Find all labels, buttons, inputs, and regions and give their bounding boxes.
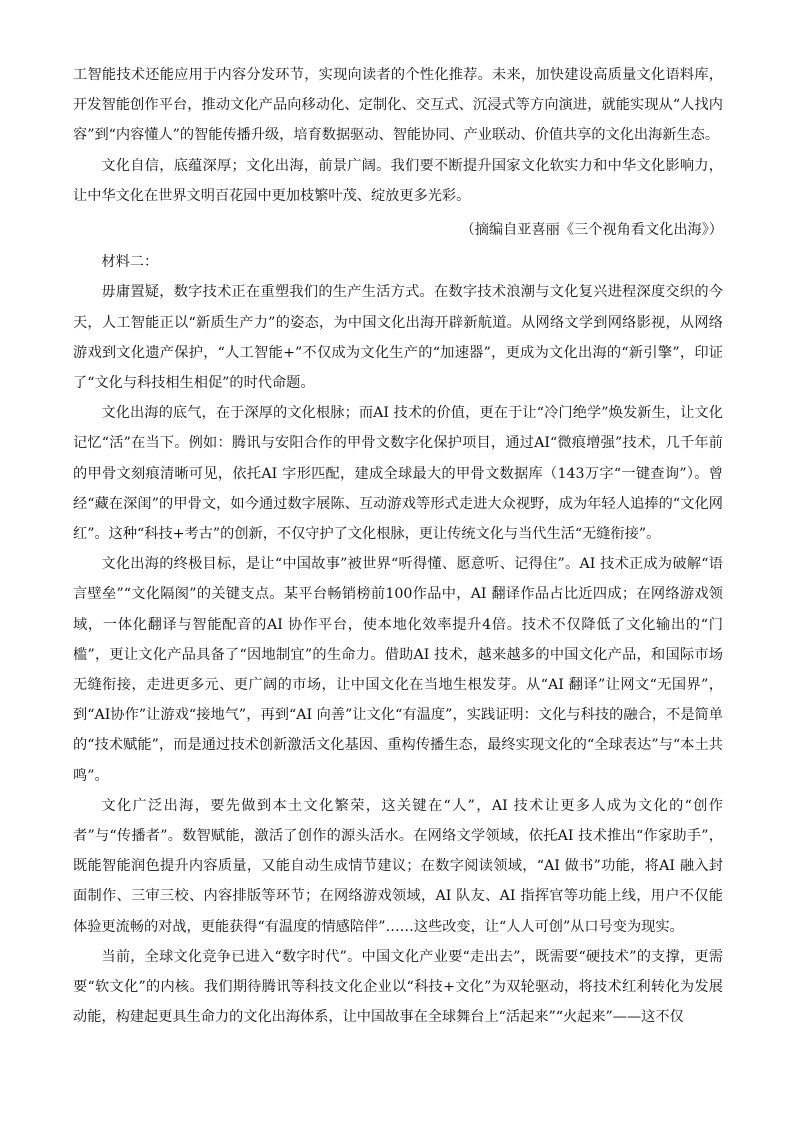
section-heading: 材料二：	[101, 254, 159, 271]
paragraph-conclusion: 文化自信，底蕴深厚；文化出海，前景广阔。我们要不断提升国家文化软实力和中华文化影响力，让中华文化在世界文明百花园中更加枝繁叶茂、绽放更多光彩。	[73, 157, 723, 204]
document-body	[73, 60, 723, 1033]
paragraph-local-prosperity: 文化广泛出海，要先做到本土文化繁荣，这关键在“人”，AI 技术让更多人成为文化的“创作者”与“传播者”。数智赋能，激活了创作的源头活水。在网络文学领域，依托AI 技术推出“作家助手”，既能智能润色提升内容质量，又能自动生成情节建议；在数字阅读领域，“AI 做书”功能，将AI 融入封面制作、三审三校、内容排版等环节；在网络游戏领域，AI 队友、AI 指挥官等功能上线，用户不仅能体验更流畅的对战，更能获得“有温度的情感陪伴”……这些改变，让“人人可创”从口号变为现实。	[73, 797, 723, 935]
source-citation: （摘编自亚喜丽《三个视角看文化出海》）	[460, 222, 723, 239]
paragraph-current-era: 当前，全球文化竞争已进入“数字时代”。中国文化产业要“走出去”，既需要“硬技术”的支撑，更需要“软文化”的内核。我们期待腾讯等科技文化企业以“科技+文化”为双轮驱动，将技术红利转化为发展动能，构建起更具生命力的文化出海体系，让中国故事在全球舞台上“活起来”“火起来”——这不仅	[73, 948, 723, 1026]
paragraph-continuation: 工智能技术还能应用于内容分发环节，实现向读者的个性化推荐。未来，加快建设高质量文化语料库，开发智能创作平台，推动文化产品向移动化、定制化、交互式、沉浸式等方向演进，就能实现从“人找内容”到“内容懂人”的智能传播升级，培育数据驱动、智能协同、产业联动、价值共享的文化出海新生态。	[73, 67, 723, 144]
paragraph-ultimate-goal: 文化出海的终极目标，是让“中国故事”被世界“听得懂、愿意听、记得住”。AI 技术正成为破解“语言壁垒”“文化隔阂”的关键支点。某平台畅销榜前100作品中，AI 翻译作品占比近四成；在网络游戏领域，一体化翻译与智能配音的AI 协作平台，使本地化效率提升4倍。技术不仅降低了文化输出的“门槛”，更让文化产品具备了“因地制宜”的生命力。借助AI 技术，越来越多的中国文化产品，和国际市场无缝衔接，走进更多元、更广阔的市场，让中国文化在当地生根发芽。从“AI 翻译”让网文“无国界”，到“AI协作”让游戏“接地气”，再到“AI 向善”让文化“有温度”，实践证明：文化与科技的融合，不是简单的“技术赋能”，而是通过技术创新激活文化基因、重构传播生态，最终实现文化的“全球表达”与“本土共鸣”。	[73, 556, 723, 784]
paragraph-intro: 毋庸置疑，数字技术正在重塑我们的生产生活方式。在数字技术浪潮与文化复兴进程深度交织的今天，人工智能正以“新质生产力”的姿态，为中国文化出海开辟新航道。从网络文学到网络影视，从网络游戏到文化遗产保护，“人工智能+”不仅成为文化生产的“加速器”，更成为文化出海的“新引擎”，印证了“文化与科技相生相促”的时代命题。	[73, 284, 723, 392]
paragraph-cultural-roots: 文化出海的底气，在于深厚的文化根脉；而AI 技术的价值，更在于让“冷门绝学”焕发新生，让文化记忆“活”在当下。例如：腾讯与安阳合作的甲骨文数字化保护项目，通过AI“微痕增强”技术，几千年前的甲骨文刻痕清晰可见，依托AI 字形匹配，建成全球最大的甲骨文数据库（143万字“一键查询”）。曾经“藏在深闺”的甲骨文，如今通过数字展陈、互动游戏等形式走进大众视野，成为年轻人追捧的“文化网红”。这种“科技+考古”的创新，不仅守护了文化根脉，更让传统文化与当代生活“无缝衔接”。	[73, 405, 723, 543]
